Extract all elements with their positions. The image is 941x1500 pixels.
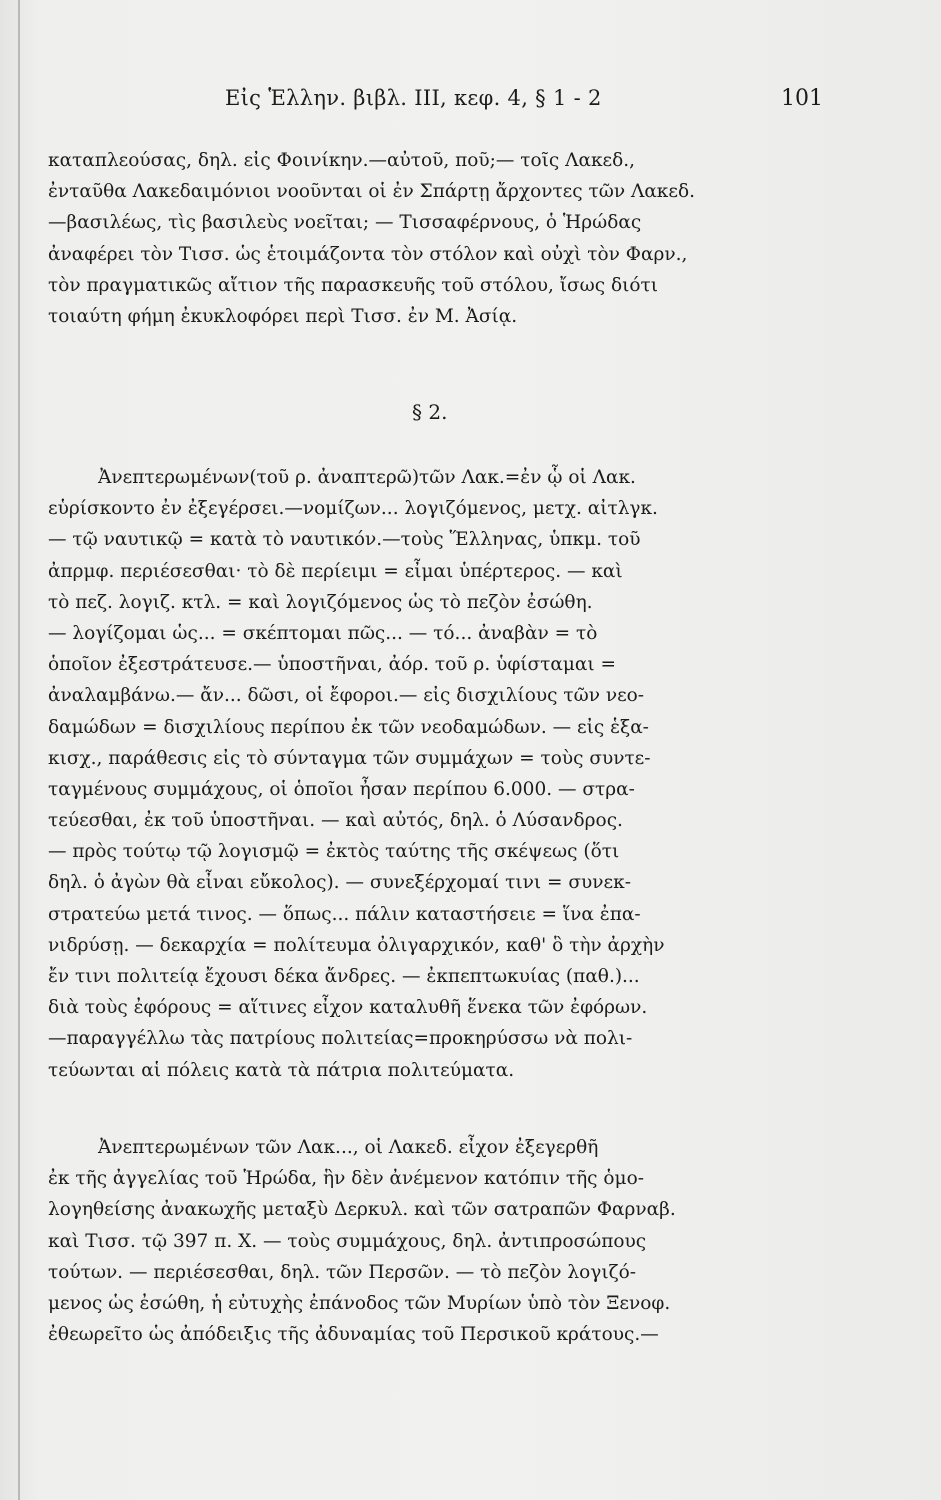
text-line: — πρὸς τούτῳ τῷ λογισμῷ = ἐκτὸς ταύτης τῆς σκέψεως (ὅτι (48, 841, 620, 863)
text-line: διὰ τοὺς ἐφόρους = αἵτινες εἶχον καταλυθῆ ἕνεκα τῶν ἐφόρων. (48, 997, 648, 1019)
text-line: ἐκ τῆς ἀγγελίας τοῦ Ἡρώδα, ἣν δὲν ἀνέμενον κατόπιν τῆς ὁμο- (48, 1168, 644, 1190)
text-line: ἔν τινι πολιτείᾳ ἔχουσι δέκα ἄνδρες. — ἐκπεπτωκυίας (παθ.)... (48, 966, 640, 987)
running-head: Εἰς Ἑλλην. βιβλ. III, κεφ. 4, § 1 - 2 (225, 86, 602, 110)
text-line: — λογίζομαι ὡς... = σκέπτομαι πῶς... — τό... ἀναβὰν = τὸ (48, 622, 598, 644)
text-line: ἐνταῦθα Λακεδαιμόνιοι νοοῦνται οἱ ἐν Σπάρτῃ ἄρχοντες τῶν Λακεδ. (48, 181, 695, 203)
paragraph-3 (48, 1132, 808, 1350)
text-line: νιδρύσῃ. — δεκαρχία = πολίτευμα ὀλιγαρχικόν, καθ' ὃ τὴν ἀρχὴν (48, 934, 665, 956)
text-line: ὁποῖον ἐξεστράτευσε.— ὑποστῆναι, ἀόρ. τοῦ ρ. ὑφίσταμαι = (48, 654, 617, 676)
text-line: τούτων. — περιέσεσθαι, δηλ. τῶν Περσῶν. — τὸ πεζὸν λογιζό- (48, 1261, 636, 1283)
text-line: τοιαύτη φήμη ἐκυκλοφόρει περὶ Τισσ. ἐν Μ. Ἀσίᾳ. (48, 305, 518, 327)
text-line: καταπλεούσας, δηλ. εἰς Φοινίκην.—αὐτοῦ, ποῦ;— τοῖς Λακεδ., (48, 150, 636, 171)
text-line: τὸν πραγματικῶς αἴτιον τῆς παρασκευῆς τοῦ στόλου, ἴσως διότι (48, 274, 659, 296)
text-line: Ἀνεπτερωμένων τῶν Λακ..., οἱ Λακεδ. εἶχον ἐξεγερθῆ (98, 1137, 599, 1158)
text-line: ἐθεωρεῖτο ὡς ἀπόδειξις τῆς ἀδυναμίας τοῦ Περσικοῦ κράτους.— (48, 1324, 659, 1346)
text-line: λογηθείσης ἀνακωχῆς μεταξὺ Δερκυλ. καὶ τῶν σατραπῶν Φαρναβ. (48, 1199, 676, 1221)
text-line: τὸ πεζ. λογιζ. κτλ. = καὶ λογιζόμενος ὡς τὸ πεζὸν ἐσώθη. (48, 591, 593, 613)
text-line: —βασιλέως, τὶς βασιλεὺς νοεῖται; — Τισσαφέρνους, ὁ Ἡρώδας (48, 212, 642, 234)
paragraph-1 (48, 145, 808, 332)
text-line: ἀναφέρει τὸν Τισσ. ὡς ἑτοιμάζοντα τὸν στόλον καὶ οὐχὶ τὸν Φαρν., (48, 243, 688, 265)
text-line: ταγμένους συμμάχους, οἱ ὁποῖοι ἦσαν περίπου 6.000. — στρα- (48, 778, 635, 800)
page-header (0, 86, 941, 120)
text-line: καὶ Τισσ. τῷ 397 π. Χ. — τοὺς συμμάχους, δηλ. ἀντιπροσώπους (48, 1230, 647, 1252)
text-line: Ἀνεπτερωμένων(τοῦ ρ. ἀναπτερῶ)τῶν Λακ.=ἐν ᾧ οἱ Λακ. (98, 467, 636, 488)
text-line: κισχ., παράθεσις εἰς τὸ σύνταγμα τῶν συμμάχων = τοὺς συντε- (48, 747, 651, 769)
text-line: ἀναλαμβάνω.— ἄν... δῶσι, οἱ ἔφοροι.— εἰς δισχιλίους τῶν νεο- (48, 685, 645, 707)
text-line: μενος ὡς ἐσώθη, ἡ εὐτυχὴς ἐπάνοδος τῶν Μυρίων ὑπὸ τὸν Ξενοφ. (48, 1292, 671, 1314)
text-line: εὑρίσκοντο ἐν ἐξεγέρσει.—νομίζων... λογιζόμενος, μετχ. αἰτλγκ. (48, 498, 658, 520)
text-line: δηλ. ὁ ἀγὼν θὰ εἶναι εὔκολος). — συνεξέρχομαί τινι = συνεκ- (48, 872, 631, 894)
page-number: 101 (781, 86, 823, 111)
text-line: τεύωνται αἱ πόλεις κατὰ τὰ πάτρια πολιτεύματα. (48, 1059, 515, 1081)
page-edge-divider (18, 0, 20, 1500)
section-heading: § 2. (412, 400, 448, 424)
text-line: ἀπρμφ. περιέσεσθαι· τὸ δὲ περίειμι = εἶμαι ὑπέρτερος. — καὶ (48, 560, 623, 582)
text-line: στρατεύω μετά τινος. — ὅπως... πάλιν καταστήσειε = ἵνα ἐπα- (48, 903, 641, 925)
text-line: — τῷ ναυτικῷ = κατὰ τὸ ναυτικόν.—τοὺς Ἕλληνας, ὑπκμ. τοῦ (48, 529, 641, 551)
text-line: —παραγγέλλω τὰς πατρίους πολιτείας=προκηρύσσω νὰ πολι- (48, 1028, 633, 1050)
text-line: δαμώδων = δισχιλίους περίπου ἐκ τῶν νεοδαμώδων. — εἰς ἑξα- (48, 716, 649, 738)
text-line: τεύεσθαι, ἐκ τοῦ ὑποστῆναι. — καὶ αὐτός, δηλ. ὁ Λύσανδρος. (48, 810, 623, 832)
paragraph-2 (48, 462, 808, 1086)
